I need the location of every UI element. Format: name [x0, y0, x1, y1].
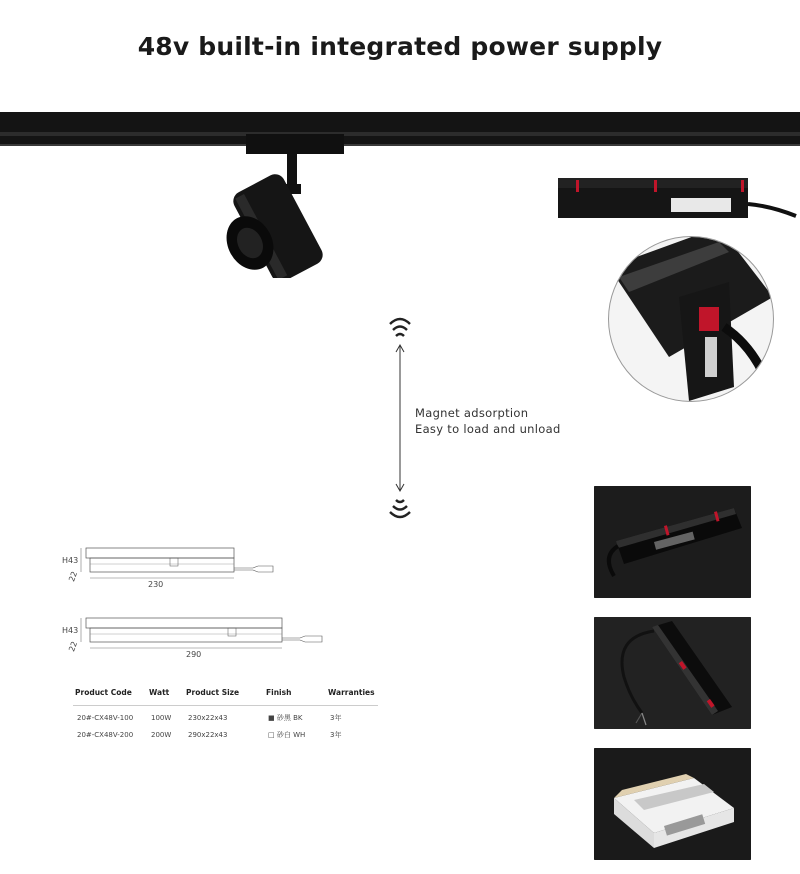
cell: 20#-CX48V-200 [77, 731, 134, 739]
signal-down-icon [390, 500, 410, 517]
page-title: 48v built-in integrated power supply [137, 32, 663, 61]
cell: 230x22x43 [188, 714, 228, 722]
height-label: H43 [62, 626, 79, 635]
spec-table [73, 688, 378, 740]
cell: 200W [151, 731, 172, 739]
spec-header-row [73, 688, 378, 706]
col-watt: Watt [147, 688, 184, 706]
double-arrow-icon [380, 312, 420, 524]
magnet-line-2: Easy to load and unload [415, 422, 561, 436]
length-label: 230 [148, 580, 164, 589]
col-product-size: Product Size [184, 688, 264, 706]
cell: 100W [151, 714, 172, 722]
col-warranties: Warranties [326, 688, 378, 706]
power-supply-image [556, 174, 800, 224]
depth-label: 22 [67, 640, 80, 653]
dimension-diagram-230 [60, 542, 300, 602]
depth-label: 22 [67, 570, 80, 583]
dimension-diagram-290 [60, 612, 340, 672]
product-photo-2 [594, 617, 751, 729]
product-photo-3 [594, 748, 751, 860]
rail-detail-zoom [608, 236, 774, 402]
table-row [73, 723, 378, 740]
cell: 3年 [330, 714, 342, 722]
cell: 290x22x43 [188, 731, 228, 739]
col-product-code: Product Code [73, 688, 147, 706]
product-photo-1 [594, 486, 751, 598]
magnet-line-1: Magnet adsorption [415, 406, 529, 420]
height-label: H43 [62, 556, 79, 565]
table-row [73, 706, 378, 724]
cell: □ 砂白 WH [268, 731, 306, 739]
cell: ■ 砂黑 BK [268, 714, 303, 722]
cell: 20#-CX48V-100 [77, 714, 134, 722]
length-label: 290 [186, 650, 202, 659]
cell: 3年 [330, 731, 342, 739]
col-finish: Finish [264, 688, 326, 706]
magnet-caption [415, 405, 561, 437]
signal-up-icon [390, 319, 410, 336]
